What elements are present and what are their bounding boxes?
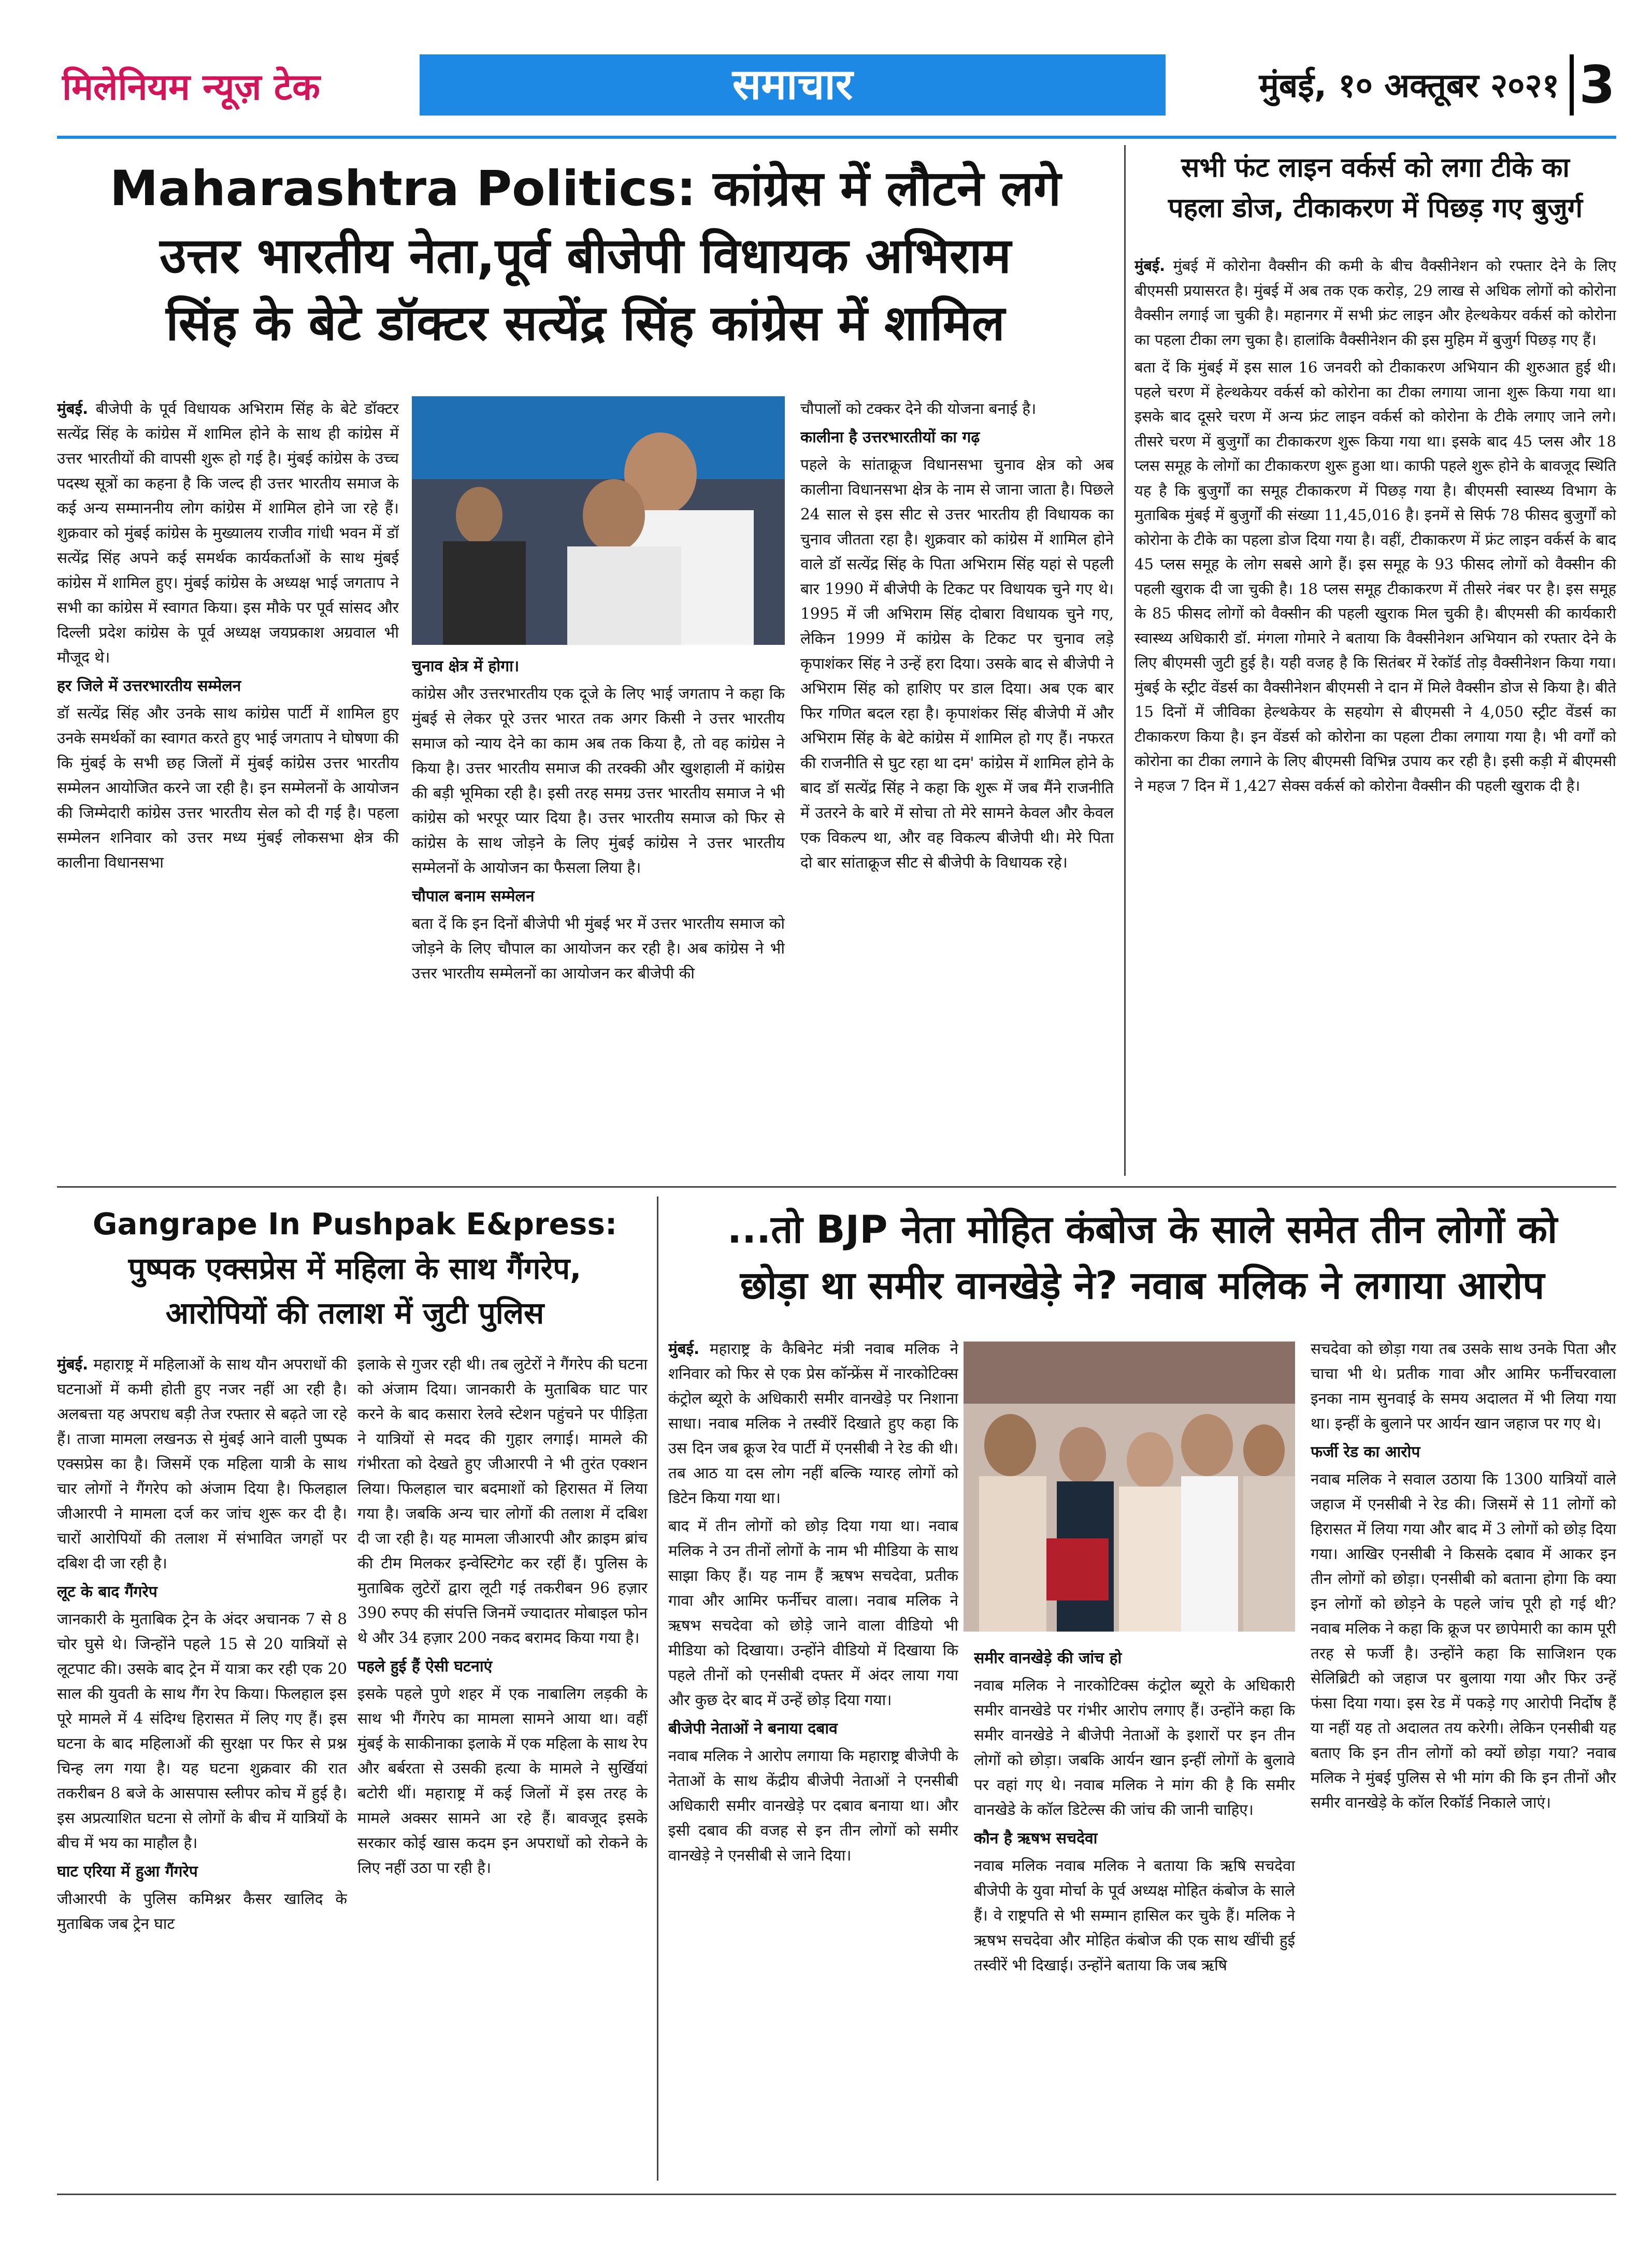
story3-body: महाराष्ट्र में महिलाओं के साथ यौन अपराधों की घटनाओं में कमी होती हुए नजर नहीं आ रही है। अलबत्ता यह अपराध बड़ी तेज रफ्तार से बढ़ते जा रहे हैं। ताजा मामला लखनऊ से मुंबई आने वाली पुष्पक एक्सप्रेस का है। जिसमें एक महिला यात्री के साथ चार लोगों ने गैंगरेप को अंजाम दिया है। फिलहाल जीआरपी ने मामला दर्ज कर जांच शुरू कर दी है। चारों आरोपियों की तलाश में संभावित जगहों पर दबिश दी जा रही है। <box>57 1355 347 1572</box>
story2-headline-line2: पहला डोज, टीकाकरण में पिछड़ गए बुजुर्ग <box>1168 193 1583 224</box>
story3-headline <box>57 1202 653 1335</box>
story1-body: कांग्रेस और उत्तरभारतीय एक दूजे के लिए भाई जगताप ने कहा कि मुंबई से लेकर पूरे उत्तर भारत तक अगर किसी ने उत्तर भारतीय समाज को न्याय देने का काम अब तक किया है, तो वह कांग्रेस ने किया है। उत्तर भारतीय समाज की तरक्की और खुशहाली में कांग्रेस की बड़ी भूमिका रही है। इसी तरह समग्र उत्तर भारतीय समाज ने भी कांग्रेस को भरपूर प्यार दिया है। उत्तर भारतीय समाज को फिर से कांग्रेस के साथ जोड़ने के लिए मुंबई कांग्रेस ने उत्तर भारतीय सम्मेलनों के आयोजन का फैसला लिया है। <box>412 685 785 876</box>
page-number: 3 <box>1570 54 1620 116</box>
story4-subhead: समीर वानखेड़े की जांच हो <box>974 1649 1122 1667</box>
story2-body-column <box>1134 254 1616 1181</box>
story1-subhead: हर जिले में उत्तरभारतीय सम्मेलन <box>57 677 241 695</box>
story1-photo <box>412 396 785 645</box>
story4-headline-line2: छोड़ा था समीर वानखेड़े ने? नवाब मलिक ने लगाया आरोप <box>740 1263 1545 1308</box>
story4-headline <box>668 1202 1616 1314</box>
story4-body: नवाब मलिक ने नारकोटिक्स कंट्रोल ब्यूरो के अधिकारी समीर वानखेडे पर गंभीर आरोप लगाए हैं। उन्होंने कहा कि समीर वानखेडे ने बीजेपी नेताओं के इशारों पर इन तीन लोगों को छोड़ा। जबकि आर्यन खान इन्हीं लोगों के बुलावे पर वहां गए थे। नवाब मलिक ने मांग की है कि समीर वानखेडे के कॉल डिटेल्स की जांच की जानी चाहिए। <box>974 1677 1295 1819</box>
story4-body: बाद में तीन लोगों को छोड़ दिया गया था। नवाब मलिक ने उन तीनों लोगों के नाम भी मीडिया के साथ साझा किए हैं। यह नाम हैं ऋषभ सचदेवा, प्रतीक गावा और आमिर फर्नीचर वाला। नवाब मलिक ने ऋषभ सचदेवा को छोड़े जाने वाला वीडियो भी मीडिया को दिखाया। उन्होंने वीडियो में दिखाया कि पहले तीनों को एनसीबी दफ्तर में अंदर लाया गया और कुछ देर बाद में उन्हें छोड़ दिया गया। <box>668 1517 958 1709</box>
footer-rule <box>57 2194 1616 2195</box>
story1-body: डॉ सत्येंद्र सिंह और उनके साथ कांग्रेस पार्टी में शामिल हुए उनके समर्थकों का स्वागत करते हुए भाई जगताप ने घोषणा की कि मुंबई के सभी छह जिलों में मुंबई कांग्रेस उत्तर भारतीय सम्मेलन आयोजित करने जा रही है। इन सम्मेलनों के आयोजन की जिम्मेदारी कांग्रेस उत्तर भारतीय सेल को दी गई है। पहला सम्मेलन शनिवार को उत्तर मध्य मुंबई लोकसभा क्षेत्र की कालीना विधानसभा <box>57 704 399 871</box>
story1-subhead: चौपाल बनाम सम्मेलन <box>412 887 535 905</box>
story3-subhead: लूट के बाद गैंगरेप <box>57 1583 157 1601</box>
story2-headline <box>1134 148 1616 228</box>
story4-subhead: कौन है ऋषभ सचदेवा <box>974 1829 1098 1848</box>
story3-col2 <box>357 1352 648 2181</box>
story4-dateline: मुंबई. <box>668 1340 700 1358</box>
politicians-photo <box>412 396 785 645</box>
story1-headline-line1: Maharashtra Politics: कांग्रेस में लौटने लगे <box>109 161 1061 217</box>
story1-body: पहले के सांताक्रूज विधानसभा चुनाव क्षेत्र को अब कालीना विधानसभा क्षेत्र के नाम से जाना जाता है। पिछले 24 साल से इस सीट से उत्तर भारतीय ही विधायक का चुनाव जीतता रहा है। शुक्रवार को कांग्रेस में शामिल होने वाले डॉ सत्येंद्र सिंह के पिता अभिराम सिंह यहां से पहली बार 1990 में बीजेपी के टिकट पर विधायक चुने गए थे। 1995 में जी अभिराम सिंह दोबारा विधायक चुने गए, लेकिन 1999 में कांग्रेस के टिकट पर चुनाव लड़े कृपाशंकर सिंह ने उन्हें हरा दिया। उसके बाद से बीजेपी ने अभिराम सिंह को हाशिए पर डाल दिया। अब एक बार फिर गणित बदल रहा है। कृपाशंकर सिंह बीजेपी में और अभिराम सिंह के बेटे कांग्रेस में शामिल हो गए हैं। नफरत की राजनीति से घुट रहा था दम' कांग्रेस में शामिल होने के बाद डॉ सत्येंद्र सिंह ने कहा कि शुरू में जब मैंने राजनीति में उतरने के बारे में सोचा तो मेरे सामने केवल और केवल एक विकल्प था, और वह विकल्प बीजेपी थी। मेरे पिता दो बार सांताक्रूज सीट से बीजेपी के विधायक रहे। <box>800 456 1114 871</box>
story1-col1 <box>57 396 399 1189</box>
story1-body: बीजेपी के पूर्व विधायक अभिराम सिंह के बेटे डॉक्टर सत्येंद्र सिंह के कांग्रेस में शामिल होने के साथ ही कांग्रेस में उत्तर भारतीयों की वापसी शुरू हो गई है। मुंबई कांग्रेस के उच्च पदस्थ सूत्रों का कहना है कि जल्द ही उत्तर भारतीय समाज के कई अन्य सम्माननीय लोग कांग्रेस में शामिल होने जा रहे हैं। शुक्रवार को मुंबई कांग्रेस के मुख्यालय राजीव गांधी भवन में डॉ सत्येंद्र सिंह अपने कई समर्थक कार्यकर्ताओं के साथ मुंबई कांग्रेस में शामिल हुए। मुंबई कांग्रेस के अध्यक्ष भाई जगताप ने सभी का कांग्रेस में स्वागत किया। इस मौके पर पूर्व सांसद और दिल्ली प्रदेश कांग्रेस के पूर्व अध्यक्ष जयप्रकाश अग्रवाल भी मौजूद थे। <box>57 400 399 666</box>
story1-dateline: मुंबई. <box>57 400 89 417</box>
story3-dateline: मुंबई. <box>57 1355 89 1373</box>
dateline: मुंबई, १० अक्तूबर २०२१ <box>1259 67 1559 105</box>
section-divider <box>57 1186 1616 1188</box>
story4-subhead: फर्जी रेड का आरोप <box>1311 1443 1420 1461</box>
story1-subhead: चुनाव क्षेत्र में होगा। <box>412 657 520 675</box>
story3-headline-line1: Gangrape In Pushpak E&press: <box>92 1206 617 1242</box>
party-group-photo <box>964 1342 1295 1632</box>
story4-body: नवाब मलिक नवाब मलिक ने बताया कि ऋषि सचदेवा बीजेपी के युवा मोर्चा के पूर्व अध्यक्ष मोहित कंबोज के साले हैं। वे राष्ट्रपति से भी सम्मान हासिल कर चुके हैं। मलिक ने ऋषभ सचदेवा और मोहित कंबोज की एक साथ खींची हुई तस्वीरें भी दिखाई। उन्होंने बताया कि जब ऋषि <box>974 1857 1295 1974</box>
masthead-rule <box>57 136 1616 139</box>
story1-col2 <box>412 650 785 1189</box>
story3-body: इसके पहले पुणे शहर में एक नाबालिग लड़की के साथ भी गैंगरेप का मामला सामने आया था। वहीं मुंबई के साकीनाका इलाके में एक महिला के साथ रेप और बर्बरता से उसकी हत्या के मामले ने सुर्खियां बटोरी थीं। महाराष्ट्र में कई जिलों में इस तरह के मामले अक्सर सामने आ रहे हैं। बावजूद इसके सरकार कोई खास कदम इन अपराधों को रोकने के लिए नहीं उठा पा रही है। <box>357 1685 648 1877</box>
story1-headline-line2: उत्तर भारतीय नेता,पूर्व बीजेपी विधायक अभिराम <box>160 228 1011 284</box>
column-divider <box>657 1196 658 2181</box>
story1-col3 <box>800 396 1114 1189</box>
story3-col1 <box>57 1352 347 2181</box>
story2-dateline: मुंबई. <box>1134 257 1166 275</box>
story3-headline-line2: पुष्पक एक्सप्रेस में महिला के साथ गैंगरेप, <box>128 1251 582 1286</box>
story1-headline-line3: सिंह के बेटे डॉक्टर सत्येंद्र सिंह कांग्रेस में शामिल <box>166 295 1005 352</box>
story2-body: बता दें कि मुंबई में इस साल 16 जनवरी को टीकाकरण अभियान की शुरुआत हुई थी। पहले चरण में हेल्थकेयर वर्कर्स को कोरोना का टीका लगाया जाना शुरू किया गया था। इसके बाद दूसरे चरण में अन्य फ्रंट लाइन वर्कर्स को कोरोना के टीके लगाए जाने लगे। तीसरे चरण में बुजुर्गों का टीकाकरण शुरू किया गया था। इसके बाद 45 प्लस और 18 प्लस समूह के लोगों का टीकाकरण शुरू हुआ था। काफी पहले शुरू होने के बावजूद स्थिति यह है कि बुजुर्गों का समूह टीकाकरण में पिछड़ गया है। बीएमसी स्वास्थ्य विभाग के मुताबिक मुंबई में बुजुर्गों की संख्या 11,45,016 है। इनमें से सिर्फ 78 फीसद बुजुर्गों को कोरोना के टीके का पहला डोज दिया गया है। वहीं, टीकाकरण में फ्रंट लाइन वर्कर्स के बाद 45 प्लस समूह के लोग सबसे आगे हैं। इस समूह के 93 फीसद लोगों को वैक्सीन की पहली खुराक दी जा चुकी है। 18 प्लस समूह टीकाकरण में तीसरे नंबर पर है। इस समूह के 85 फीसद लोगों को वैक्सीन की पहली खुराक मिल चुकी है। बीएमसी की कार्यकारी स्वास्थ्य अधिकारी डॉ. मंगला गोमारे ने बताया कि वैक्सीनेशन अभियान को रफ्तार देने के लिए बीएमसी जुटी हुई है। यही वजह है कि सितंबर में रेकॉर्ड तोड़ वैक्सीनेशन किया गया। मुंबई के स्ट्रीट वेंडर्स का वैक्सीनेशन बीएमसी ने दान में मिले वैक्सीन डोज से किया है। बीते 15 दिनों में जीविका हेल्थकेयर के सहयोग से बीएमसी ने 4,050 स्ट्रीट वेंडर्स का टीकाकरण किया है। इन वेंडर्स को कोरोना का पहला टीका लगाया गया है। भी वर्गों को कोरोना का टीका लगाने के लिए बीएमसी विभिन्न उपाय कर रही है। इसी कड़ी में बीएमसी ने महज 7 दिन में 1,427 सेक्स वर्कर्स को कोरोना वैक्सीन की पहली खुराक दी है। <box>1134 358 1616 795</box>
column-divider <box>1124 145 1126 1176</box>
story4-col1 <box>668 1336 958 2181</box>
story4-subhead: बीजेपी नेताओं ने बनाया दबाव <box>668 1720 838 1738</box>
story2-headline-line1: सभी फंट लाइन वर्कर्स को लगा टीके का <box>1181 152 1570 183</box>
publication-logo: मिलेनियम न्यूज़ टेक <box>62 66 320 108</box>
story4-body: नवाब मलिक ने आरोप लगाया कि महाराष्ट्र बीजेपी के नेताओं के साथ केंद्रीय बीजेपी नेताओं ने एनसीबी अधिकारी समीर वानखेड़े पर दबाव बनाया था। और इसी दबाव की वजह से इन तीन लोगों को समीर वानखेड़े ने एनसीबी से जाने दिया। <box>668 1747 958 1864</box>
story4-col2 <box>974 1642 1295 2181</box>
story3-body: इलाके से गुजर रही थी। तब लुटेरों ने गैंगरेप की घटना को अंजाम दिया। जानकारी के मुताबिक घाट पार करने के बाद कसारा रेलवे स्टेशन पहुंचने पर पीड़िता ने यात्रियों से मदद की गुहार लगाई। मामले की गंभीरता को देखते हुए जीआरपी ने भी तुरंत एक्शन लिया। फिलहाल चार बदमाशों को हिरासत में लिया गया है। जबकि अन्य चार लोगों की तलाश में दबिश दी जा रही है। यह मामला जीआरपी और क्राइम ब्रांच की टीम मिलकर इन्वेस्टिगेट कर रहीं हैं। पुलिस के मुताबिक लुटेरों द्वारा लूटी गई तकरीबन 96 हज़ार 390 रुपए की संपत्ति जिनमें ज्यादातर मोबाइल फोन थे और 34 हज़ार 200 नकद बरामद किया गया है। <box>357 1355 648 1647</box>
story3-body: जीआरपी के पुलिस कमिश्नर कैसर खालिद के मुताबिक जब ट्रेन घाट <box>57 1890 347 1933</box>
story3-subhead: घाट एरिया में हुआ गैंगरेप <box>57 1863 198 1881</box>
story3-subhead: पहले हुई हैं ऐसी घटनाएं <box>357 1657 493 1676</box>
story4-body: नवाब मलिक ने सवाल उठाया कि 1300 यात्रियों वाले जहाज में एनसीबी ने रेड की। जिसमें से 11 लोगों को हिरासत में लिया गया और बाद में 3 लोगों को छोड़ दिया गया। आखिर एनसीबी ने किसके दबाव में आकर इन तीन लोगों को छोड़ा। एनसीबी को बताना होगा कि क्या इन लोगों को छोड़ने के पहले जांच पूरी हो गई थी? नवाब मलिक ने कहा कि क्रूज पर छापेमारी का काम पूरी तरह से फर्जी है। उन्होंने कहा कि साजिशन एक सेलिब्रिटी को जहाज पर बुलाया गया और फिर उन्हें फंसा दिया गया। इस रेड में पकड़े गए आरोपी निर्दोष हैं या नहीं यह तो अदालत तय करेगी। लेकिन एनसीबी यह बताए कि इन तीन लोगों को क्यों छोड़ा गया? नवाब मलिक ने मुंबई पुलिस से भी मांग की कि इन तीनों और समीर वानखेड़े के कॉल रिकॉर्ड निकाले जाएं। <box>1311 1470 1616 1811</box>
story4-body: सचदेवा को छोड़ा गया तब उसके साथ उनके पिता और चाचा भी थे। प्रतीक गावा और आमिर फर्नीचरवाला इनका नाम सुनवाई के समय अदालत में भी लिया गया था। इन्हीं के बुलाने पर आर्यन खान जहाज पर गए थे। <box>1311 1340 1616 1432</box>
section-title: समाचार <box>420 54 1166 116</box>
story2-body: मुंबई में कोरोना वैक्सीन की कमी के बीच वैक्सीनेशन को रफ्तार देने के लिए बीएमसी प्रयासरत है। मुंबई में अब तक एक करोड़, 29 लाख से अधिक लोगों को कोरोना वैक्सीन लगाई जा चुकी है। महानगर में सभी फ्रंट लाइन और हेल्थकेयर वर्कर्स को कोरोना का पहला टीका लग चुका है। हालांकि वैक्सीनेशन की इस मुहिम में बुजुर्ग पिछड़ गए हैं। <box>1134 257 1616 349</box>
masthead <box>57 54 1616 137</box>
story1-headline <box>57 155 1114 357</box>
story4-photo <box>964 1342 1295 1632</box>
story3-headline-line3: आरोपियों की तलाश में जुटी पुलिस <box>165 1295 544 1331</box>
story1-subhead: कालीना है उत्तरभारतीयों का गढ़ <box>800 428 980 446</box>
story1-body: चौपालों को टक्कर देने की योजना बनाई है। <box>800 400 1037 417</box>
story4-headline-line1: ...तो BJP नेता मोहित कंबोज के साले समेत तीन लोगों को <box>727 1207 1558 1252</box>
story3-body: जानकारी के मुताबिक ट्रेन के अंदर अचानक 7 से 8 चोर घुसे थे। जिन्होंने पहले 15 से 20 यात्रियों से लूटपाट की। उसके बाद ट्रेन में यात्रा कर रही एक 20 साल की युवती के साथ गैंग रेप किया। फिलहाल इस पूरे मामले में 4 संदिग्ध हिरासत में लिए गए हैं। इस घटना के बाद महिलाओं की सुरक्षा पर फिर से प्रश्न चिन्ह लग गया है। यह घटना शुक्रवार की रात तकरीबन 8 बजे के आसपास स्लीपर कोच में हुई है। इस अप्रत्याशित घटना से लोगों के बीच में यात्रियों के बीच में भय का माहौल है। <box>57 1610 347 1852</box>
story4-body: महाराष्ट्र के कैबिनेट मंत्री नवाब मलिक ने शनिवार को फिर से एक प्रेस कॉन्फ्रेंस में नारकोटिक्स कंट्रोल ब्यूरो के अधिकारी समीर वानखेड़े पर निशाना साधा। नवाब मलिक ने तस्वीरें दिखाते हुए कहा कि उस दिन जब क्रूज रेव पार्टी में एनसीबी ने रेड की थी। तब आठ या दस लोग नहीं बल्कि ग्यारह लोगों को डिटेन किया गया था। <box>668 1340 958 1507</box>
story4-col3 <box>1311 1336 1616 2181</box>
story1-body: बता दें कि इन दिनों बीजेपी भी मुंबई भर में उत्तर भारतीय समाज को जोड़ने के लिए चौपाल का आयोजन कर रही है। अब कांग्रेस ने भी उत्तर भारतीय सम्मेलनों का आयोजन कर बीजेपी की <box>412 915 785 982</box>
